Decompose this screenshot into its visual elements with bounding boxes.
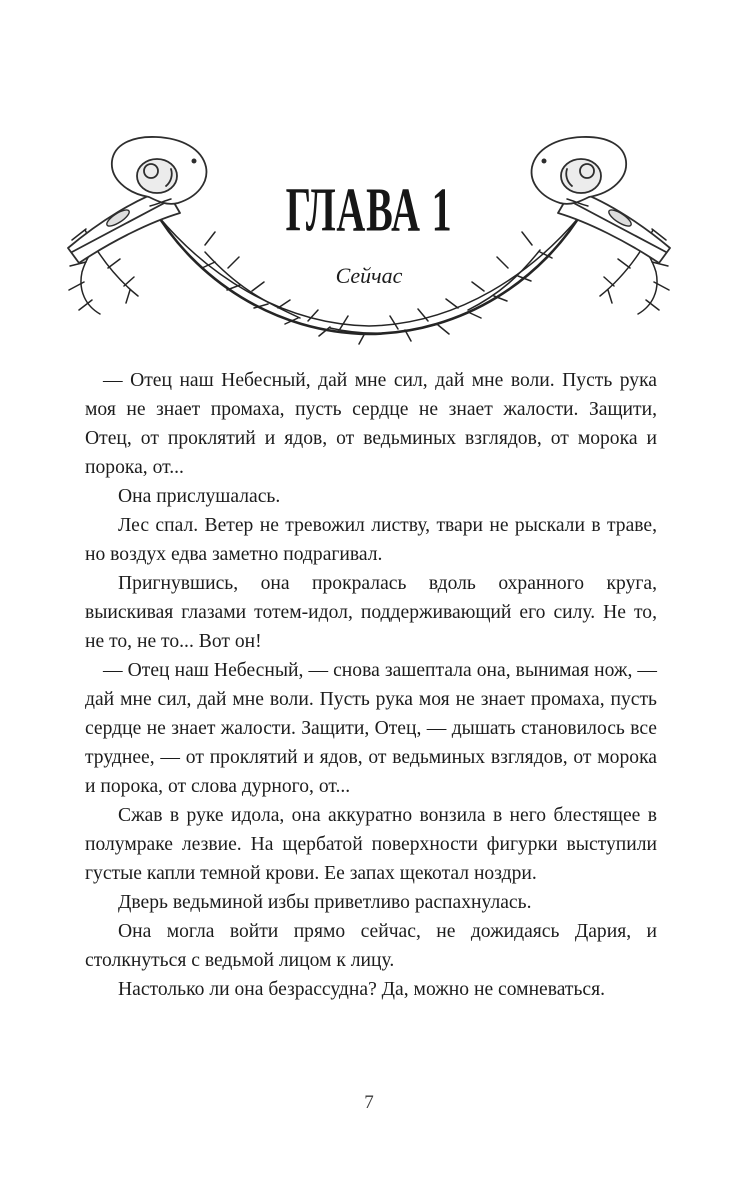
page-number: 7 bbox=[364, 1092, 374, 1113]
paragraph: Пригнувшись, она прокралась вдоль охранного круга, выискивая глазами тотем-идол, поддерживающий его силу. Не то, не то, не то... Вот он! bbox=[85, 573, 657, 652]
paragraph: Дверь ведьминой избы приветливо распахнулась. bbox=[118, 892, 532, 913]
paragraph: Она могла войти прямо сейчас, не дожидаясь Дария, и столкнуться с ведьмой лицом к лицу. bbox=[85, 921, 657, 971]
paragraph: Настолько ли она безрассудна? Да, можно не сомневаться. bbox=[118, 979, 606, 1000]
body-text bbox=[85, 366, 657, 1004]
paragraph: — Отец наш Небесный, — снова зашептала она, вынимая нож, — дай мне сил, дай мне воли. Пусть рука моя не знает промаха, пусть сердце не знает жалости. Защити, Отец, — дышать становилось все труднее, — от проклятий и ядов, от ведьминых взглядов, от морока и порока, от слова дурного, от... bbox=[85, 660, 657, 797]
chapter-title: ГЛАВА 1 bbox=[285, 174, 453, 245]
paragraph: — Отец наш Небесный, дай мне сил, дай мне воли. Пусть рука моя не знает промаха, пусть сердце не знает жалости. Защити, Отец, от проклятий и ядов, от ведьминых взглядов, от морока и порока, от... bbox=[85, 370, 657, 478]
paragraph: Лес спал. Ветер не тревожил листву, твари не рыскали в траве, но воздух едва заметно подрагивал. bbox=[85, 515, 657, 565]
paragraph: Она прислушалась. bbox=[118, 486, 281, 507]
paragraph: Сжав в руке идола, она аккуратно вонзила в него блестящее в полумраке лезвие. На щербатой поверхности фигурки выступили густые капли темной крови. Ее запах щекотал ноздри. bbox=[85, 805, 657, 884]
chapter-subtitle: Сейчас bbox=[335, 263, 403, 288]
